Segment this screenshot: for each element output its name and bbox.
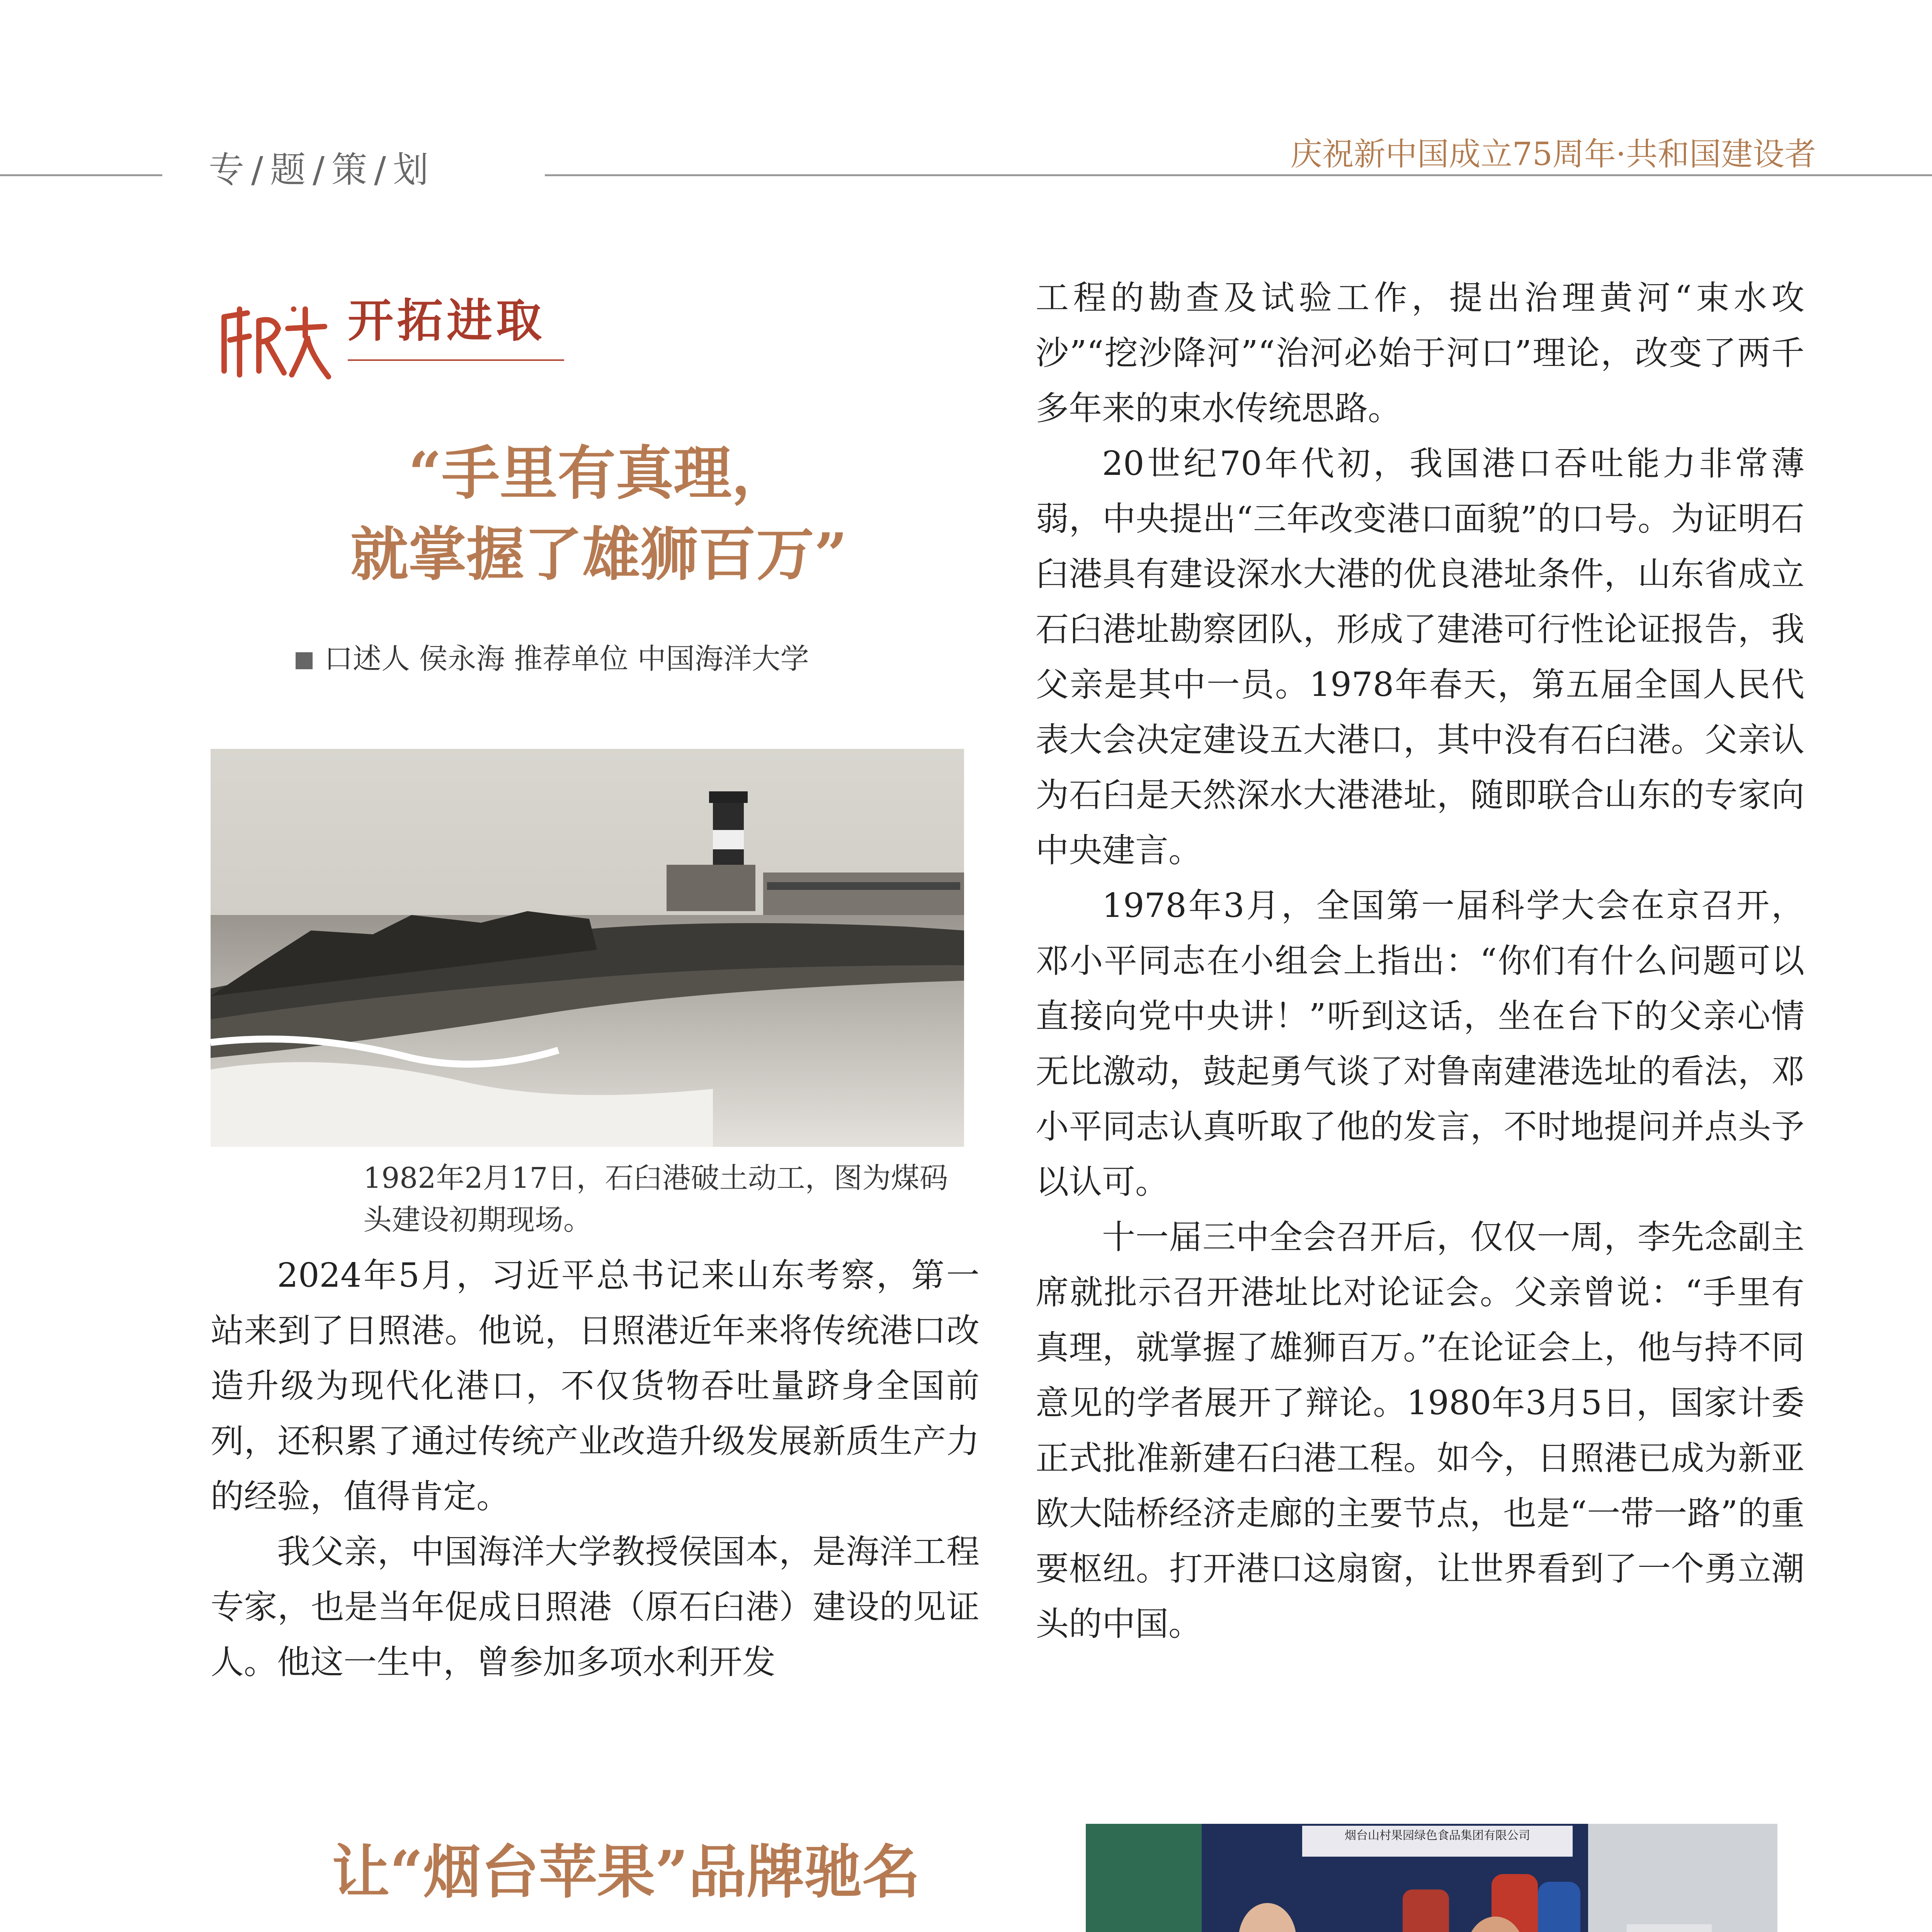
photo-german-delegation-2004 [1086,1824,1777,1932]
article1-paragraph: 十一届三中全会召开后，仅仅一周，李先念副主席就批示召开港址比对论证会。父亲曾说：“手里有真理，就掌握了雄狮百万。”在论证会上，他与持不同意见的学者展开了辩论。1980年3月5日，国家计委正式批准新建石臼港工程。如今，日照港已成为新亚欧大陆桥经济走廊的主要节点，也是“一带一路”的重要枢纽。打开港口这扇窗，让世界看到了一个勇立潮头的中国。 [1036,1218,1804,1643]
series-title: 庆祝新中国成立75周年·共和国建设者 [1290,136,1816,173]
section-tag: 开拓进取 [348,294,546,347]
article1-paragraph: 20世纪70年代初，我国港口吞吐能力非常薄弱，中央提出“三年改变港口面貌”的口号。为证明石臼港具有建设深水大港的优良港址条件，山东省成立石臼港址勘察团队，形成了建港可行性论证报告，我父亲是其中一员。1978年春天，第五届全国人民代表大会决定建设五大港口，其中没有石臼港。父亲认为石臼是天然深水大港港址，随即联合山东的专家向中央建言。 [1036,444,1804,870]
article1-paragraph: 1978年3月，全国第一届科学大会在京召开，邓小平同志在小组会上指出：“你们有什么问题可以直接向党中央讲！”听到这话，坐在台下的父亲心情无比激动，鼓起勇气谈了对鲁南建港选址的看法，邓小平同志认真听取了他的发言，不时地提问并点头予以认可。 [1036,886,1804,1201]
article1-paragraph: 2024年5月，习近平总书记来山东考察，第一站来到了日照港。他说，日照港近年来将传统港口改造升级为现代化港口，不仅货物吞吐量跻身全国前列，还积累了通过传统产业改造升级发展新质生产力的经验，值得肯定。 [211,1256,980,1516]
article1-title-line2: 就掌握了雄狮百万” [350,520,848,588]
article1-title [216,433,981,595]
header-rule-left [0,174,162,176]
article1-byline-text: 口述人 侯永海 推荐单位 中国海洋大学 [324,642,809,675]
article1-paragraph-continued: 工程的勘查及试验工作，提出治理黄河“束水攻沙”“挖沙降河”“治河必始于河口”理论，改变了两千多年来的束水传统思路。 [1036,279,1804,428]
booth-sign-text: 烟台山村果园绿色食品集团有限公司 [1345,1829,1530,1842]
article1-column-left [211,1248,980,1690]
article1-column-right [1036,270,1804,1652]
article1-title-line1: “手里有真理， [408,439,790,507]
section-seal-icon [216,294,332,386]
article1-byline [296,638,1030,680]
photo-port-construction-1982 [211,749,964,1147]
photo1-caption: 1982年2月17日，石臼港破土动工，图为煤码头建设初期现场。 [363,1162,948,1236]
column-name: 专/题/策/划 [209,149,435,190]
section-tag-rule [348,359,564,361]
bullet-square-icon [296,652,313,669]
article1-paragraph: 我父亲，中国海洋大学教授侯国本，是海洋工程专家，也是当年促成日照港（原石臼港）建设的见证人。他这一生中，曾参加多项水利开发 [211,1532,980,1682]
article2-title: 让“烟台苹果”品牌驰名 [332,1838,920,1906]
